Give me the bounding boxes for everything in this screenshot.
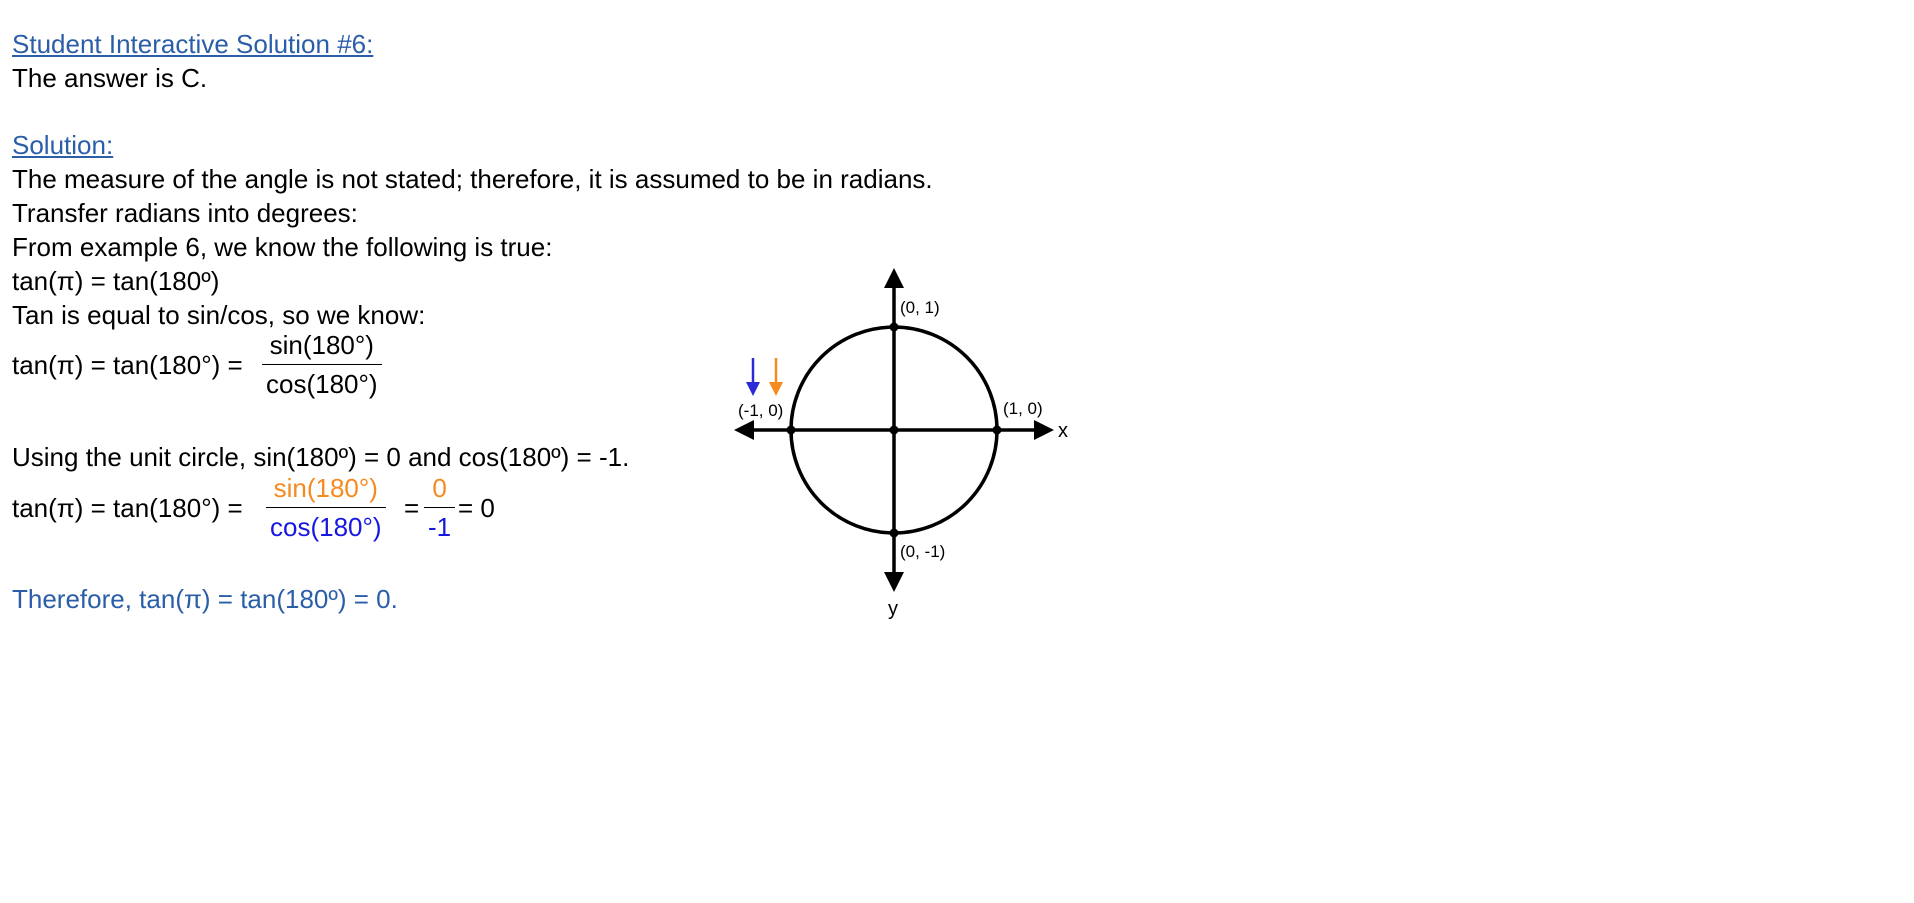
solution-line-1: The measure of the angle is not stated; therefore, it is assumed to be in radians. — [12, 164, 933, 194]
label-x-axis: x — [1058, 420, 1068, 442]
x-axis-right-arrow — [1034, 420, 1054, 440]
equation-2-zero: 0 — [424, 473, 455, 508]
label-top: (0, 1) — [900, 298, 940, 317]
equation-2-numerator: sin(180°) — [266, 473, 386, 508]
unit-circle-values: Using the unit circle, sin(180º) = 0 and cos(180º) = -1. — [12, 442, 630, 472]
solution-title-link[interactable]: Student Interactive Solution #6: — [12, 29, 374, 59]
equation-2-minus-one: -1 — [428, 512, 452, 542]
label-y-axis: y — [888, 598, 898, 620]
point-origin — [890, 426, 899, 435]
point-right — [993, 426, 1002, 435]
equation-1-lhs: tan(π) = tan(180°) = — [12, 350, 243, 380]
equation-2-lhs: tan(π) = tan(180°) = — [12, 493, 243, 523]
equation-2-equals: = — [404, 493, 420, 523]
solution-line-3: From example 6, we know the following is true: — [12, 232, 553, 262]
answer-text: The answer is C. — [12, 63, 208, 93]
equation-2-result: = 0 — [458, 493, 495, 523]
label-bottom: (0, -1) — [900, 542, 946, 561]
x-axis-left-arrow — [734, 420, 754, 440]
solution-heading-link[interactable]: Solution: — [12, 130, 114, 160]
equation-1-denominator: cos(180°) — [266, 369, 378, 399]
solution-line-2: Transfer radians into degrees: — [12, 198, 358, 228]
y-axis-bottom-arrow — [884, 572, 904, 592]
point-bottom — [890, 529, 899, 538]
blue-down-arrow-icon — [746, 358, 760, 396]
label-right: (1, 0) — [1003, 399, 1043, 418]
equation-1-numerator: sin(180°) — [262, 330, 382, 365]
conclusion-text: Therefore, tan(π) = tan(180º) = 0. — [12, 584, 398, 614]
point-left — [787, 426, 796, 435]
orange-down-arrow-icon — [769, 358, 783, 396]
equation-2-denominator: cos(180°) — [270, 512, 382, 542]
label-left: (-1, 0) — [738, 401, 784, 420]
y-axis-top-arrow — [884, 268, 904, 288]
solution-line-4: tan(π) = tan(180º) — [12, 266, 220, 296]
point-top — [890, 323, 899, 332]
solution-line-5: Tan is equal to sin/cos, so we know: — [12, 300, 426, 330]
